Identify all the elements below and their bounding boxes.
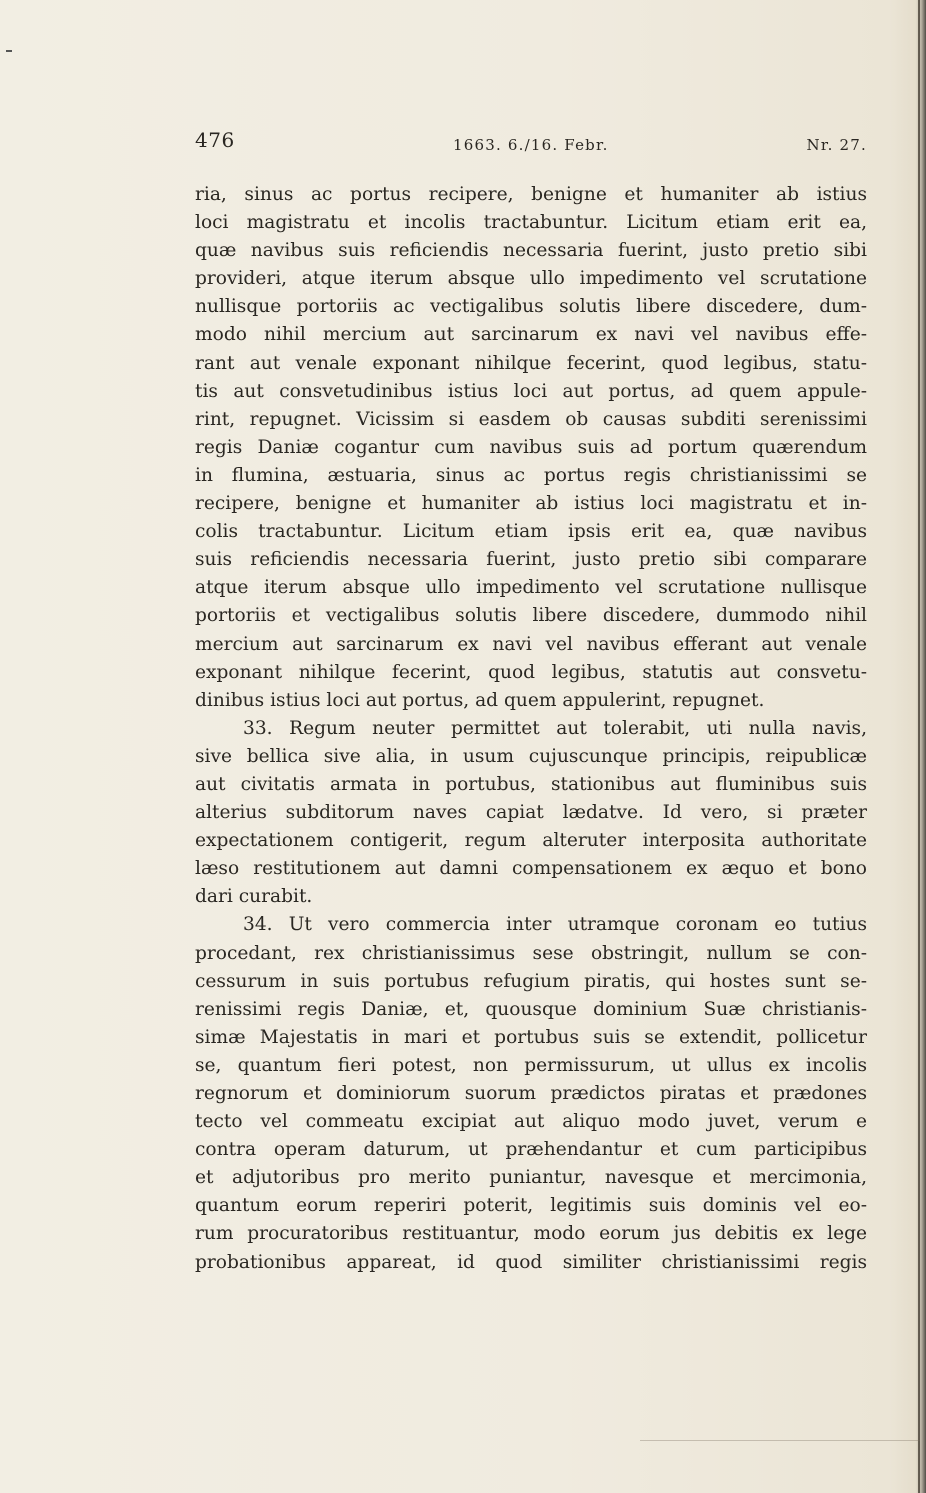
text-line: atque iterum absque ullo impedimento vel scrutatione nullisque [195,577,867,599]
page-edge-shadow [916,0,926,1493]
text-line: procedant, rex christianissimus sese obstringit, nullum se con- [195,942,867,964]
text-line: tecto vel commeatu excipiat aut aliquo modo juvet, verum e [195,1111,867,1133]
text-line: regnorum et dominiorum suorum prædictos piratas et prædones [195,1083,867,1104]
text-line: sive bellica sive alia, in usum cujuscunque principis, reipublicæ [195,745,867,767]
text-line: quantum eorum reperiri poterit, legitimis suis dominis vel eo- [195,1195,867,1217]
text-line: simæ Majestatis in mari et portubus suis se extendit, pollicetur [195,1026,867,1048]
body-text [195,181,867,1277]
text-line: rum procuratoribus restituantur, modo eorum jus debitis ex lege [195,1223,867,1245]
text-line: probationibus appareat, id quod similiter christianissimi regis [195,1251,867,1273]
text-line: provideri, atque iterum absque ullo impedimento vel scrutatione [195,268,867,290]
text-line: in flumina, æstuaria, sinus ac portus regis christianissimi se [195,464,867,486]
text-line: mercium aut sarcinarum ex navi vel navibus efferant aut venale [195,633,867,655]
text-line: regis Daniæ cogantur cum navibus suis ad portum quærendum [195,436,867,458]
text-line: quæ navibus suis reficiendis necessaria fuerint, justo pretio sibi [195,240,867,262]
text-line: contra operam daturum, ut præhendantur et cum participibus [195,1139,867,1161]
text-line: suis reficiendis necessaria fuerint, justo pretio sibi comparare [195,549,867,571]
text-line: rint, repugnet. Vicissim si easdem ob causas subditi serenissimi [195,408,867,430]
text-line: dari curabit. [195,886,313,908]
text-line: nullisque portoriis ac vectigalibus solutis libere discedere, dum- [195,296,867,318]
text-line: loci magistratu et incolis tractabuntur. Licitum etiam erit ea, [195,212,867,234]
text-line: ria, sinus ac portus recipere, benigne et humaniter ab istius [195,184,867,205]
text-line: portoriis et vectigalibus solutis libere discedere, dummodo nihil [195,605,867,627]
text-line: tis aut consvetudinibus istius loci aut portus, ad quem appule- [195,380,867,402]
text-line: læso restitutionem aut damni compensationem ex æquo et bono [195,858,867,880]
text-line: renissimi regis Daniæ, et, quousque dominium Suæ christianis- [195,998,867,1020]
paper-scratch [640,1440,920,1441]
text-line: colis tractabuntur. Licitum etiam ipsis erit ea, quæ navibus [195,521,867,543]
text-line: recipere, benigne et humaniter ab istius loci magistratu et in- [195,493,867,515]
text-line: dinibus istius loci aut portus, ad quem appulerint, repugnet. [195,689,765,711]
document-number: Nr. 27. [806,136,867,154]
paragraph-34-start: 34. Ut vero commercia inter utramque coronam eo tutius [243,914,867,936]
text-line: cessurum in suis portubus refugium piratis, qui hostes sunt se- [195,970,867,992]
text-line: se, quantum fieri potest, non permissurum, ut ullus ex incolis [195,1054,867,1076]
paragraph-33-start: 33. Regum neuter permittet aut tolerabit, uti nulla navis, [243,717,867,739]
page-number: 476 [195,128,235,152]
text-line: modo nihil mercium aut sarcinarum ex navi vel navibus effe- [195,324,867,346]
running-header [195,128,867,158]
text-line: alterius subditorum naves capiat lædatve. Id vero, si præter [195,802,867,824]
text-line: aut civitatis armata in portubus, stationibus aut fluminibus suis [195,773,867,795]
scan-mark [6,50,12,52]
text-line: expectationem contigerit, regum alteruter interposita authoritate [195,830,867,852]
text-line: et adjutoribus pro merito puniantur, navesque et mercimonia, [195,1167,867,1189]
text-line: exponant nihilque fecerint, quod legibus, statutis aut consvetu- [195,661,867,683]
header-date: 1663. 6./16. Febr. [453,136,609,154]
text-line: rant aut venale exponant nihilque fecerint, quod legibus, statu- [195,352,867,374]
